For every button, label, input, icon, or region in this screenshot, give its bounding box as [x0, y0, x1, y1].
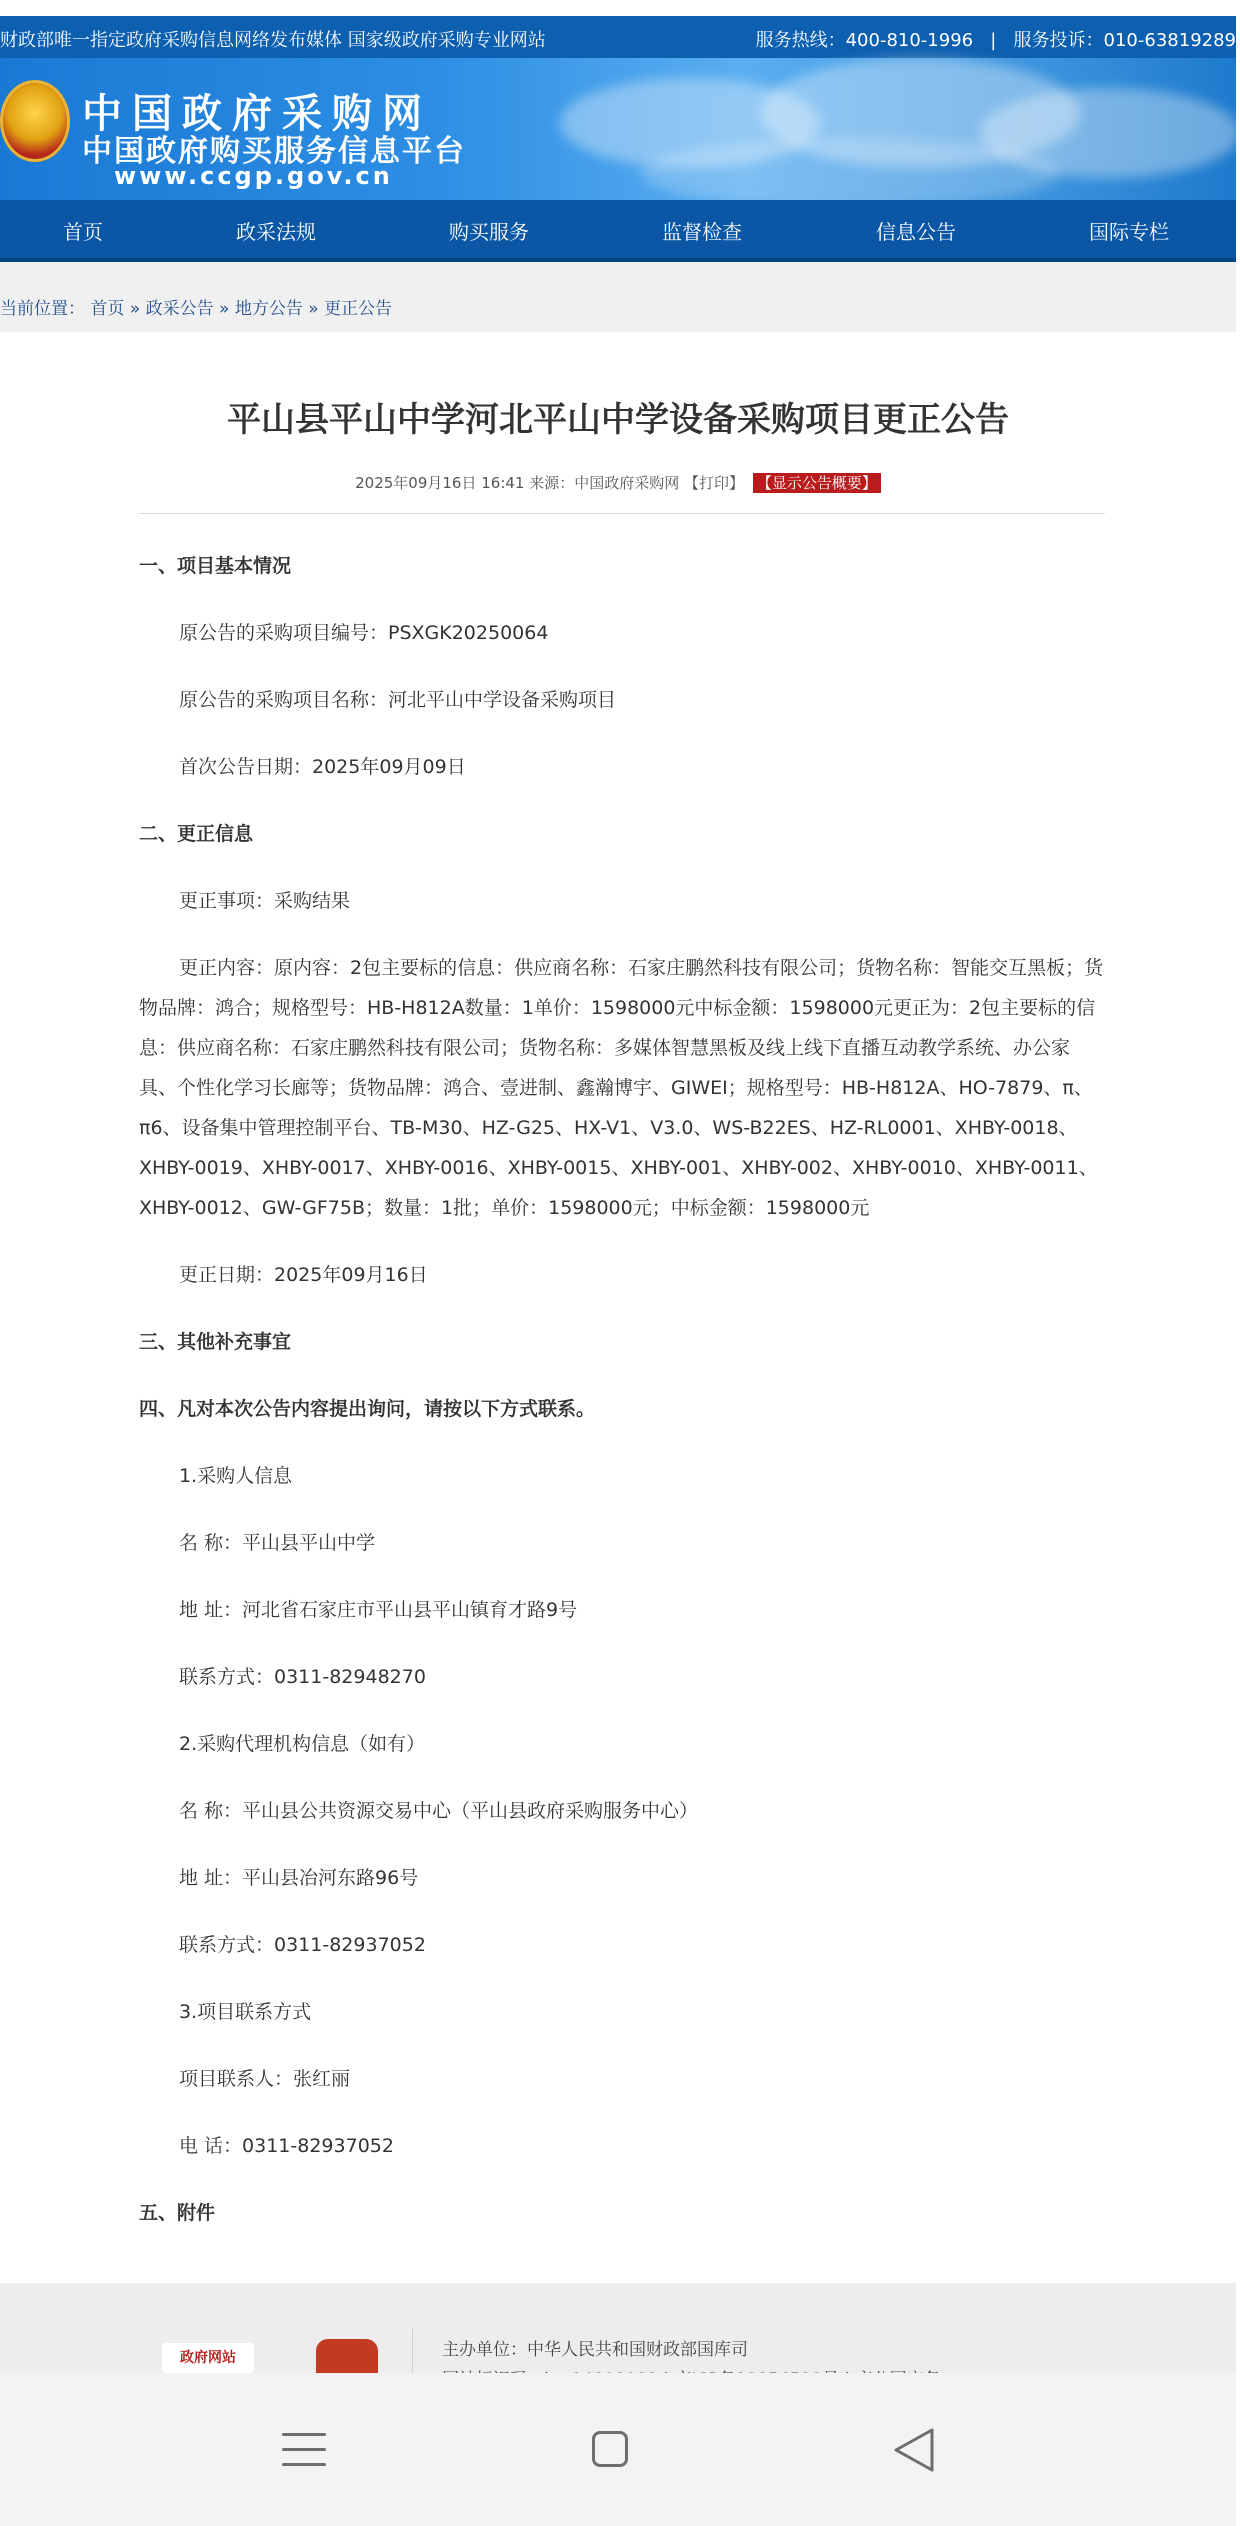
- agent-address: 地 址：平山县冶河东路96号: [179, 1867, 419, 1889]
- site-logo-title[interactable]: 中国政府采购网: [82, 90, 432, 137]
- breadcrumb: [0, 262, 1236, 332]
- article-meta: [0, 472, 1236, 493]
- nav-item-home[interactable]: 首页: [63, 220, 103, 244]
- show-summary-button[interactable]: 【显示公告概要】: [753, 473, 881, 493]
- site-logo-url: www.ccgp.gov.cn: [114, 162, 393, 190]
- system-nav-bar: [0, 2373, 1236, 2526]
- buyer-name: 名 称：平山县平山中学: [179, 1532, 376, 1554]
- breadcrumb-item-announcements[interactable]: 政采公告: [145, 299, 214, 319]
- service-hotline: 服务热线：400-810-1996: [755, 30, 974, 51]
- home-icon[interactable]: [580, 2425, 640, 2475]
- buyer-heading: 1.采购人信息: [179, 1465, 293, 1487]
- breadcrumb-separator: »: [308, 299, 319, 319]
- footer-registration: [442, 2365, 1052, 2373]
- site-tagline: 财政部唯一指定政府采购信息网络发布媒体 国家级政府采购专业网站: [0, 30, 546, 51]
- section-heading: 一、项目基本情况: [139, 555, 292, 577]
- correction-content: 更正内容：原内容：2包主要标的信息：供应商名称：石家庄鹏然科技有限公司；货物名称：智能交互黑板；货物品牌：鸿合；规格型号：HB-H812A数量：1单价：1598000元中标金额：1598000元更正为：2包主要标的信息：供应商名称：石家庄鹏然科技有限公司；货物名称：多媒体智慧黑板及线上线下直播互动教学系统、办公家具、个性化学习长廊等；货物品牌：鸿合、壹进制、鑫瀚博宇、GIWEI；规格型号：HB-H812A、HO-7879、π、π6、设备集中管理控制平台、TB-M30、HZ-G25、HX-V1、V3.0、WS-B22ES、HZ-RL0001、XHBY-0018、XHBY-0019、XHBY-0017、XHBY-0016、XHBY-0015、XHBY-001、XHBY-002、XHBY-0010、XHBY-0011、XHBY-0012、GW-GF75B；数量：1批；单价：1598000元；中标金额：1598000元: [139, 957, 1104, 1219]
- article-body: [139, 532, 1105, 2233]
- national-emblem-icon: [0, 80, 70, 162]
- first-announcement-date: 首次公告日期：2025年09月09日: [179, 756, 466, 778]
- site-banner: [0, 58, 1236, 200]
- contact-person: 项目联系人：张红丽: [179, 2068, 351, 2090]
- nav-item-purchase-services[interactable]: 购买服务: [449, 220, 529, 244]
- nav-item-regulations[interactable]: 政采法规: [236, 220, 316, 244]
- agent-name: 名 称：平山县公共资源交易中心（平山县政府采购服务中心）: [179, 1800, 699, 1822]
- section-heading: 五、附件: [139, 2202, 216, 2224]
- police-emblem-icon[interactable]: [316, 2339, 378, 2373]
- breadcrumb-prefix: 当前位置：: [0, 299, 85, 319]
- article-source: 来源：中国政府采购网: [529, 474, 680, 492]
- section-heading: 三、其他补充事宜: [139, 1331, 292, 1353]
- nav-item-supervision[interactable]: 监督检查: [662, 220, 742, 244]
- correction-item: 更正事项：采购结果: [179, 890, 351, 912]
- breadcrumb-item-correction[interactable]: 更正公告: [324, 299, 393, 319]
- publish-date: 2025年09月16日 16:41: [355, 474, 525, 492]
- back-icon[interactable]: [884, 2425, 944, 2475]
- contact-heading: 3.项目联系方式: [179, 2001, 312, 2023]
- hotline-info: [756, 26, 1236, 52]
- nav-item-announcements[interactable]: 信息公告: [876, 220, 956, 244]
- nav-item-international[interactable]: 国际专栏: [1089, 220, 1169, 244]
- top-bar: [0, 16, 1236, 58]
- breadcrumb-item-local[interactable]: 地方公告: [234, 299, 303, 319]
- correction-date: 更正日期：2025年09月16日: [179, 1264, 428, 1286]
- site-footer: [0, 2283, 1236, 2373]
- complaint-hotline: 服务投诉：010-63819289: [1013, 30, 1236, 51]
- breadcrumb-separator: »: [129, 299, 141, 319]
- buyer-phone: 联系方式：0311-82948270: [179, 1666, 426, 1688]
- section-heading: 四、凡对本次公告内容提出询问，请按以下方式联系。: [139, 1398, 596, 1420]
- breadcrumb-item-home[interactable]: 首页: [90, 299, 125, 319]
- original-project-number: 原公告的采购项目编号：PSXGK20250064: [179, 622, 549, 644]
- original-project-name: 原公告的采购项目名称：河北平山中学设备采购项目: [179, 689, 617, 711]
- footer-host-unit: 主办单位：中华人民共和国财政部国库司: [442, 2340, 748, 2360]
- gov-website-badge[interactable]: 政府网站: [162, 2343, 254, 2373]
- agent-phone: 联系方式：0311-82937052: [179, 1934, 426, 1956]
- buyer-address: 地 址：河北省石家庄市平山县平山镇育才路9号: [179, 1599, 578, 1621]
- main-nav: [0, 200, 1236, 262]
- section-heading: 二、更正信息: [139, 823, 254, 845]
- page-title: 平山县平山中学河北平山中学设备采购项目更正公告: [227, 400, 1009, 440]
- print-link[interactable]: 【打印】: [684, 474, 745, 492]
- breadcrumb-separator: »: [219, 299, 230, 319]
- agent-heading: 2.采购代理机构信息（如有）: [179, 1733, 426, 1755]
- title-divider: [139, 513, 1105, 514]
- contact-phone: 电 话：0311-82937052: [179, 2135, 394, 2157]
- footer-divider: [412, 2329, 413, 2373]
- menu-icon[interactable]: [274, 2425, 334, 2475]
- site-logo-subtitle: 中国政府购买服务信息平台: [82, 134, 466, 169]
- hotline-separator: |: [990, 30, 997, 51]
